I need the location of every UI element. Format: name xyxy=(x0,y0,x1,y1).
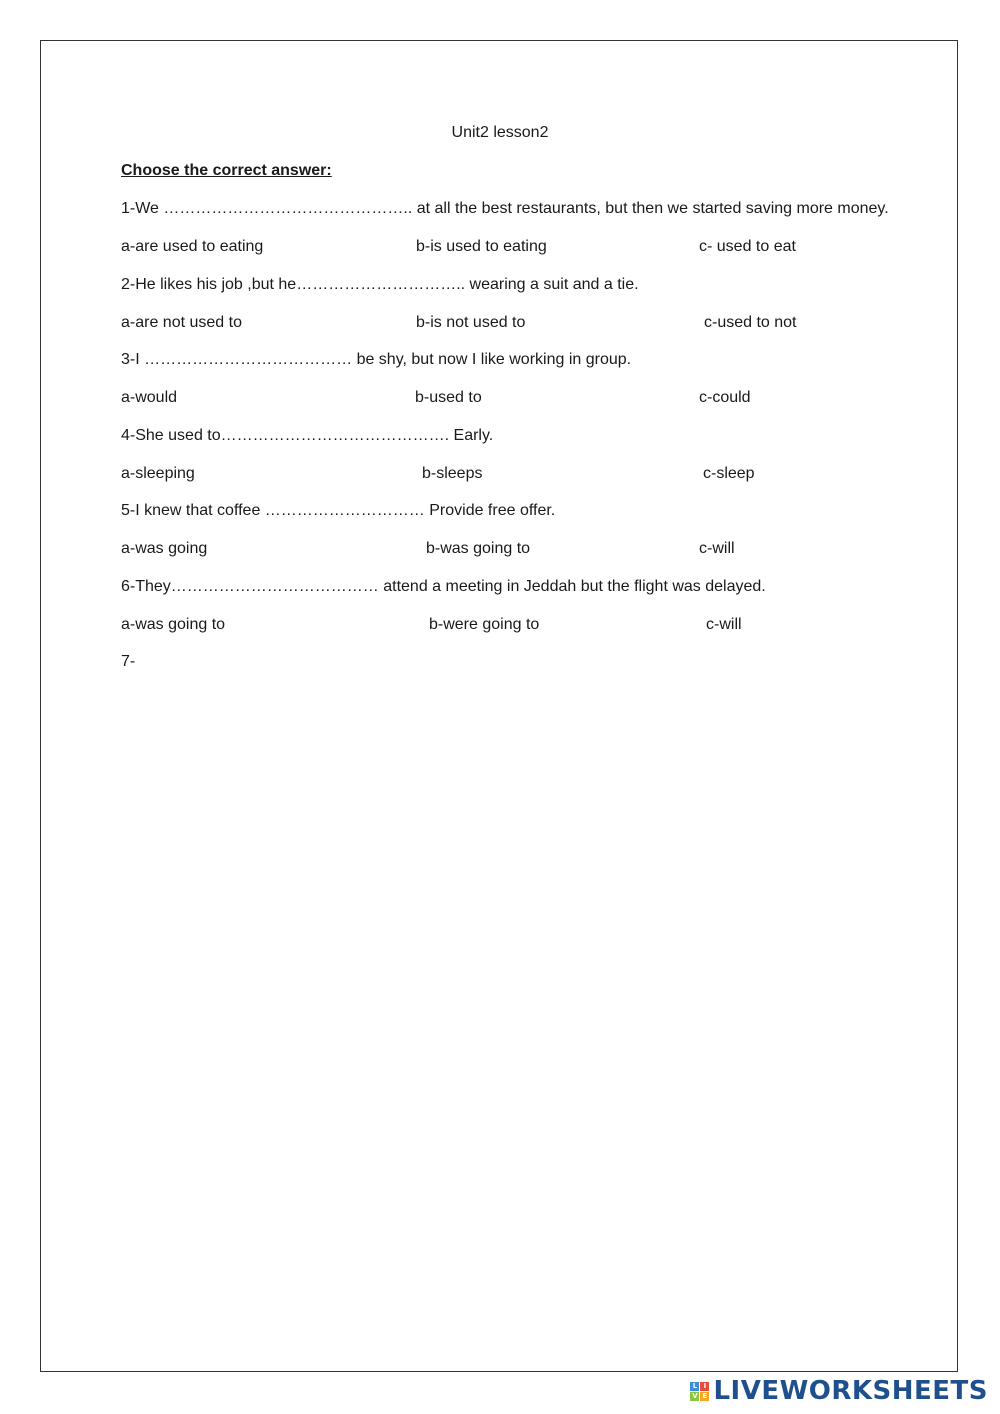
logo-letter-l: L xyxy=(690,1382,699,1391)
option-3b[interactable]: b-used to xyxy=(415,389,482,406)
option-1b[interactable]: b-is used to eating xyxy=(416,238,547,255)
question-1: 1-We ……………………………………….. at all the best restaurants, but then we started saving more money. xyxy=(121,200,889,217)
option-5c[interactable]: c-will xyxy=(699,540,735,557)
option-2a[interactable]: a-are not used to xyxy=(121,314,242,331)
option-5a[interactable]: a-was going xyxy=(121,540,208,557)
option-4b[interactable]: b-sleeps xyxy=(422,465,483,482)
logo-letter-i: I xyxy=(700,1382,709,1391)
liveworksheets-logo-icon xyxy=(690,1382,709,1401)
option-4c[interactable]: c-sleep xyxy=(703,465,755,482)
question-4: 4-She used to……………………………………. Early. xyxy=(121,427,494,444)
question-2: 2-He likes his job ,but he………………………….. wearing a suit and a tie. xyxy=(121,276,639,293)
liveworksheets-logo xyxy=(690,1376,988,1406)
logo-letter-v: V xyxy=(692,1391,698,1400)
question-5: 5-I knew that coffee ………………………… Provide free offer. xyxy=(121,502,556,519)
option-1a[interactable]: a-are used to eating xyxy=(121,238,264,255)
option-3a[interactable]: a-would xyxy=(121,389,178,406)
question-7: 7- xyxy=(121,653,136,670)
instructions-heading: Choose the correct answer: xyxy=(121,162,332,179)
option-6b[interactable]: b-were going to xyxy=(429,616,540,633)
option-6c[interactable]: c-will xyxy=(706,616,742,633)
question-3: 3-I ………………………………… be shy, but now I like working in group. xyxy=(121,351,632,368)
option-6a[interactable]: a-was going to xyxy=(121,616,226,633)
page-title: Unit2 lesson2 xyxy=(451,124,549,141)
question-6: 6-They………………………………… attend a meeting in Jeddah but the flight was delayed. xyxy=(121,578,766,595)
option-2c[interactable]: c-used to not xyxy=(704,314,797,331)
option-4a[interactable]: a-sleeping xyxy=(121,465,195,482)
option-2b[interactable]: b-is not used to xyxy=(416,314,526,331)
logo-text: LIVEWORKSHEETS xyxy=(713,1376,988,1406)
option-5b[interactable]: b-was going to xyxy=(426,540,531,557)
option-3c[interactable]: c-could xyxy=(699,389,751,406)
option-1c[interactable]: c- used to eat xyxy=(699,238,796,255)
logo-letter-e: E xyxy=(700,1392,709,1401)
